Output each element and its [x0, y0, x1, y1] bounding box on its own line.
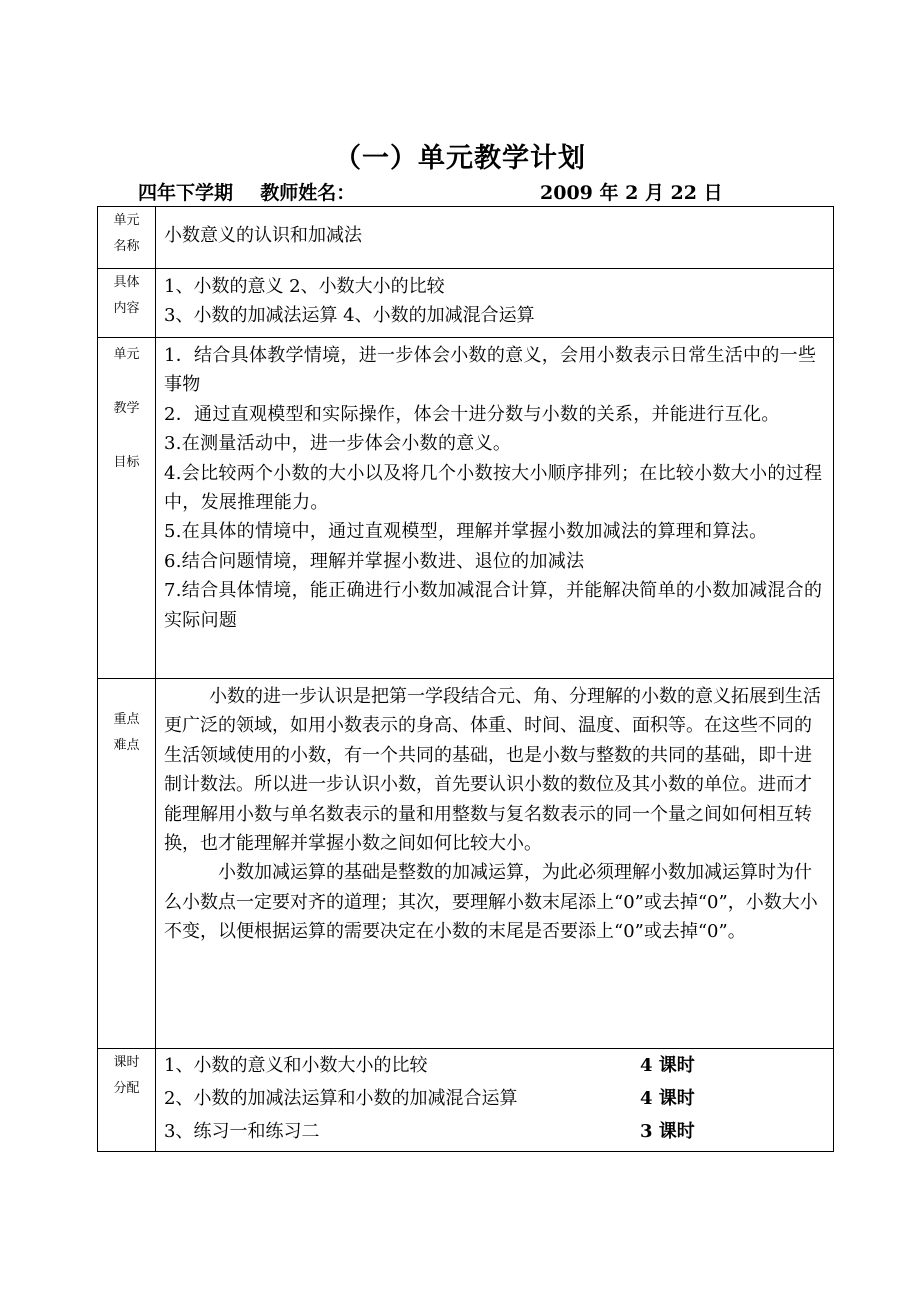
- goal-item: 3.在测量活动中，进一步体会小数的意义。: [164, 433, 512, 455]
- row-label: 课时 分配: [98, 1049, 156, 1152]
- goal-item: 1．结合具体教学情境，进一步体会小数的意义，会用小数表示日常生活中的一些事物: [164, 345, 817, 396]
- hours-value: 3 课时: [640, 1121, 695, 1142]
- header-line: [138, 178, 723, 205]
- teacher-label: 教师姓名：: [260, 182, 356, 204]
- date-text: 2009 年 2 月 22 日: [540, 182, 723, 204]
- allocation-item: 2、小数的加减法运算和小数的加减混合运算 4 课时: [164, 1082, 827, 1115]
- table-row-unit-name: [98, 207, 834, 269]
- page-title: （一）单元教学计划: [334, 143, 586, 174]
- content-line: 1、小数的意义 2、小数大小的比较: [164, 276, 445, 297]
- content-line: 3、小数的加减法运算 4、小数的加减混合运算: [164, 305, 535, 327]
- row-label: 重点 难点: [98, 679, 156, 1049]
- row-label: 单元 教学 目标: [98, 338, 156, 679]
- allocation-cell: [156, 1049, 834, 1152]
- table-row-content: [98, 269, 834, 338]
- hours-value: 4 课时: [640, 1088, 695, 1109]
- allocation-item: 3、练习一和练习二 3 课时: [164, 1115, 827, 1148]
- row-label: 单元 名称: [98, 207, 156, 269]
- goal-item: 6.结合问题情境，理解并掌握小数进、退位的加减法: [164, 550, 585, 572]
- unit-name-value: 小数意义的认识和加减法: [156, 207, 834, 269]
- goal-item: 5.在具体的情境中，通过直观模型，理解并掌握小数加减法的算理和算法。: [164, 521, 768, 543]
- table-row-goals: [98, 338, 834, 679]
- table-row-key-points: [98, 679, 834, 1049]
- goal-item: 2．通过直观模型和实际操作，体会十进分数与小数的关系，并能进行互化。: [164, 403, 780, 425]
- hours-value: 4 课时: [640, 1055, 695, 1076]
- row-label: 具体 内容: [98, 269, 156, 338]
- key-paragraph: 小数的进一步认识是把第一学段结合元、角、分理解的小数的意义拓展到生活更广泛的领域，如用小数表示的身高、体重、时间、温度、面积等。在这些不同的生活领域使用的小数，有一个共同的基础，也是小数与整数的共同的基础，即十进制计数法。所以进一步认识小数，首先要认识小数的数位及其小数的单位。进而才能理解用小数与单名数表示的量和用整数与复名数表示的同一个量之间如何相互转换，也才能理解并掌握小数之间如何比较大小。: [164, 686, 821, 855]
- content-cell: [156, 269, 834, 338]
- key-points-cell: [156, 679, 834, 1049]
- goal-item: 7.结合具体情境，能正确进行小数加减混合计算，并能解决简单的小数加减混合的实际问题: [164, 580, 823, 631]
- key-paragraph: 小数加减运算的基础是整数的加减运算，为此必须理解小数加减运算时为什么小数点一定要对齐的道理；其次，要理解小数末尾添上“0”或去掉“0”，小数大小不变，以便根据运算的需要决定在小数的末尾是否要添上“0”或去掉“0”。: [164, 862, 818, 943]
- goal-item: 4.会比较两个小数的大小以及将几个小数按大小顺序排列；在比较小数大小的过程中，发展推理能力。: [164, 462, 823, 514]
- plan-table: [97, 206, 834, 1152]
- goals-cell: [156, 338, 834, 679]
- table-row-allocation: [98, 1049, 834, 1152]
- allocation-item: 1、小数的意义和小数大小的比较 4 课时: [164, 1049, 827, 1082]
- term-text: 四年下学期: [138, 182, 234, 204]
